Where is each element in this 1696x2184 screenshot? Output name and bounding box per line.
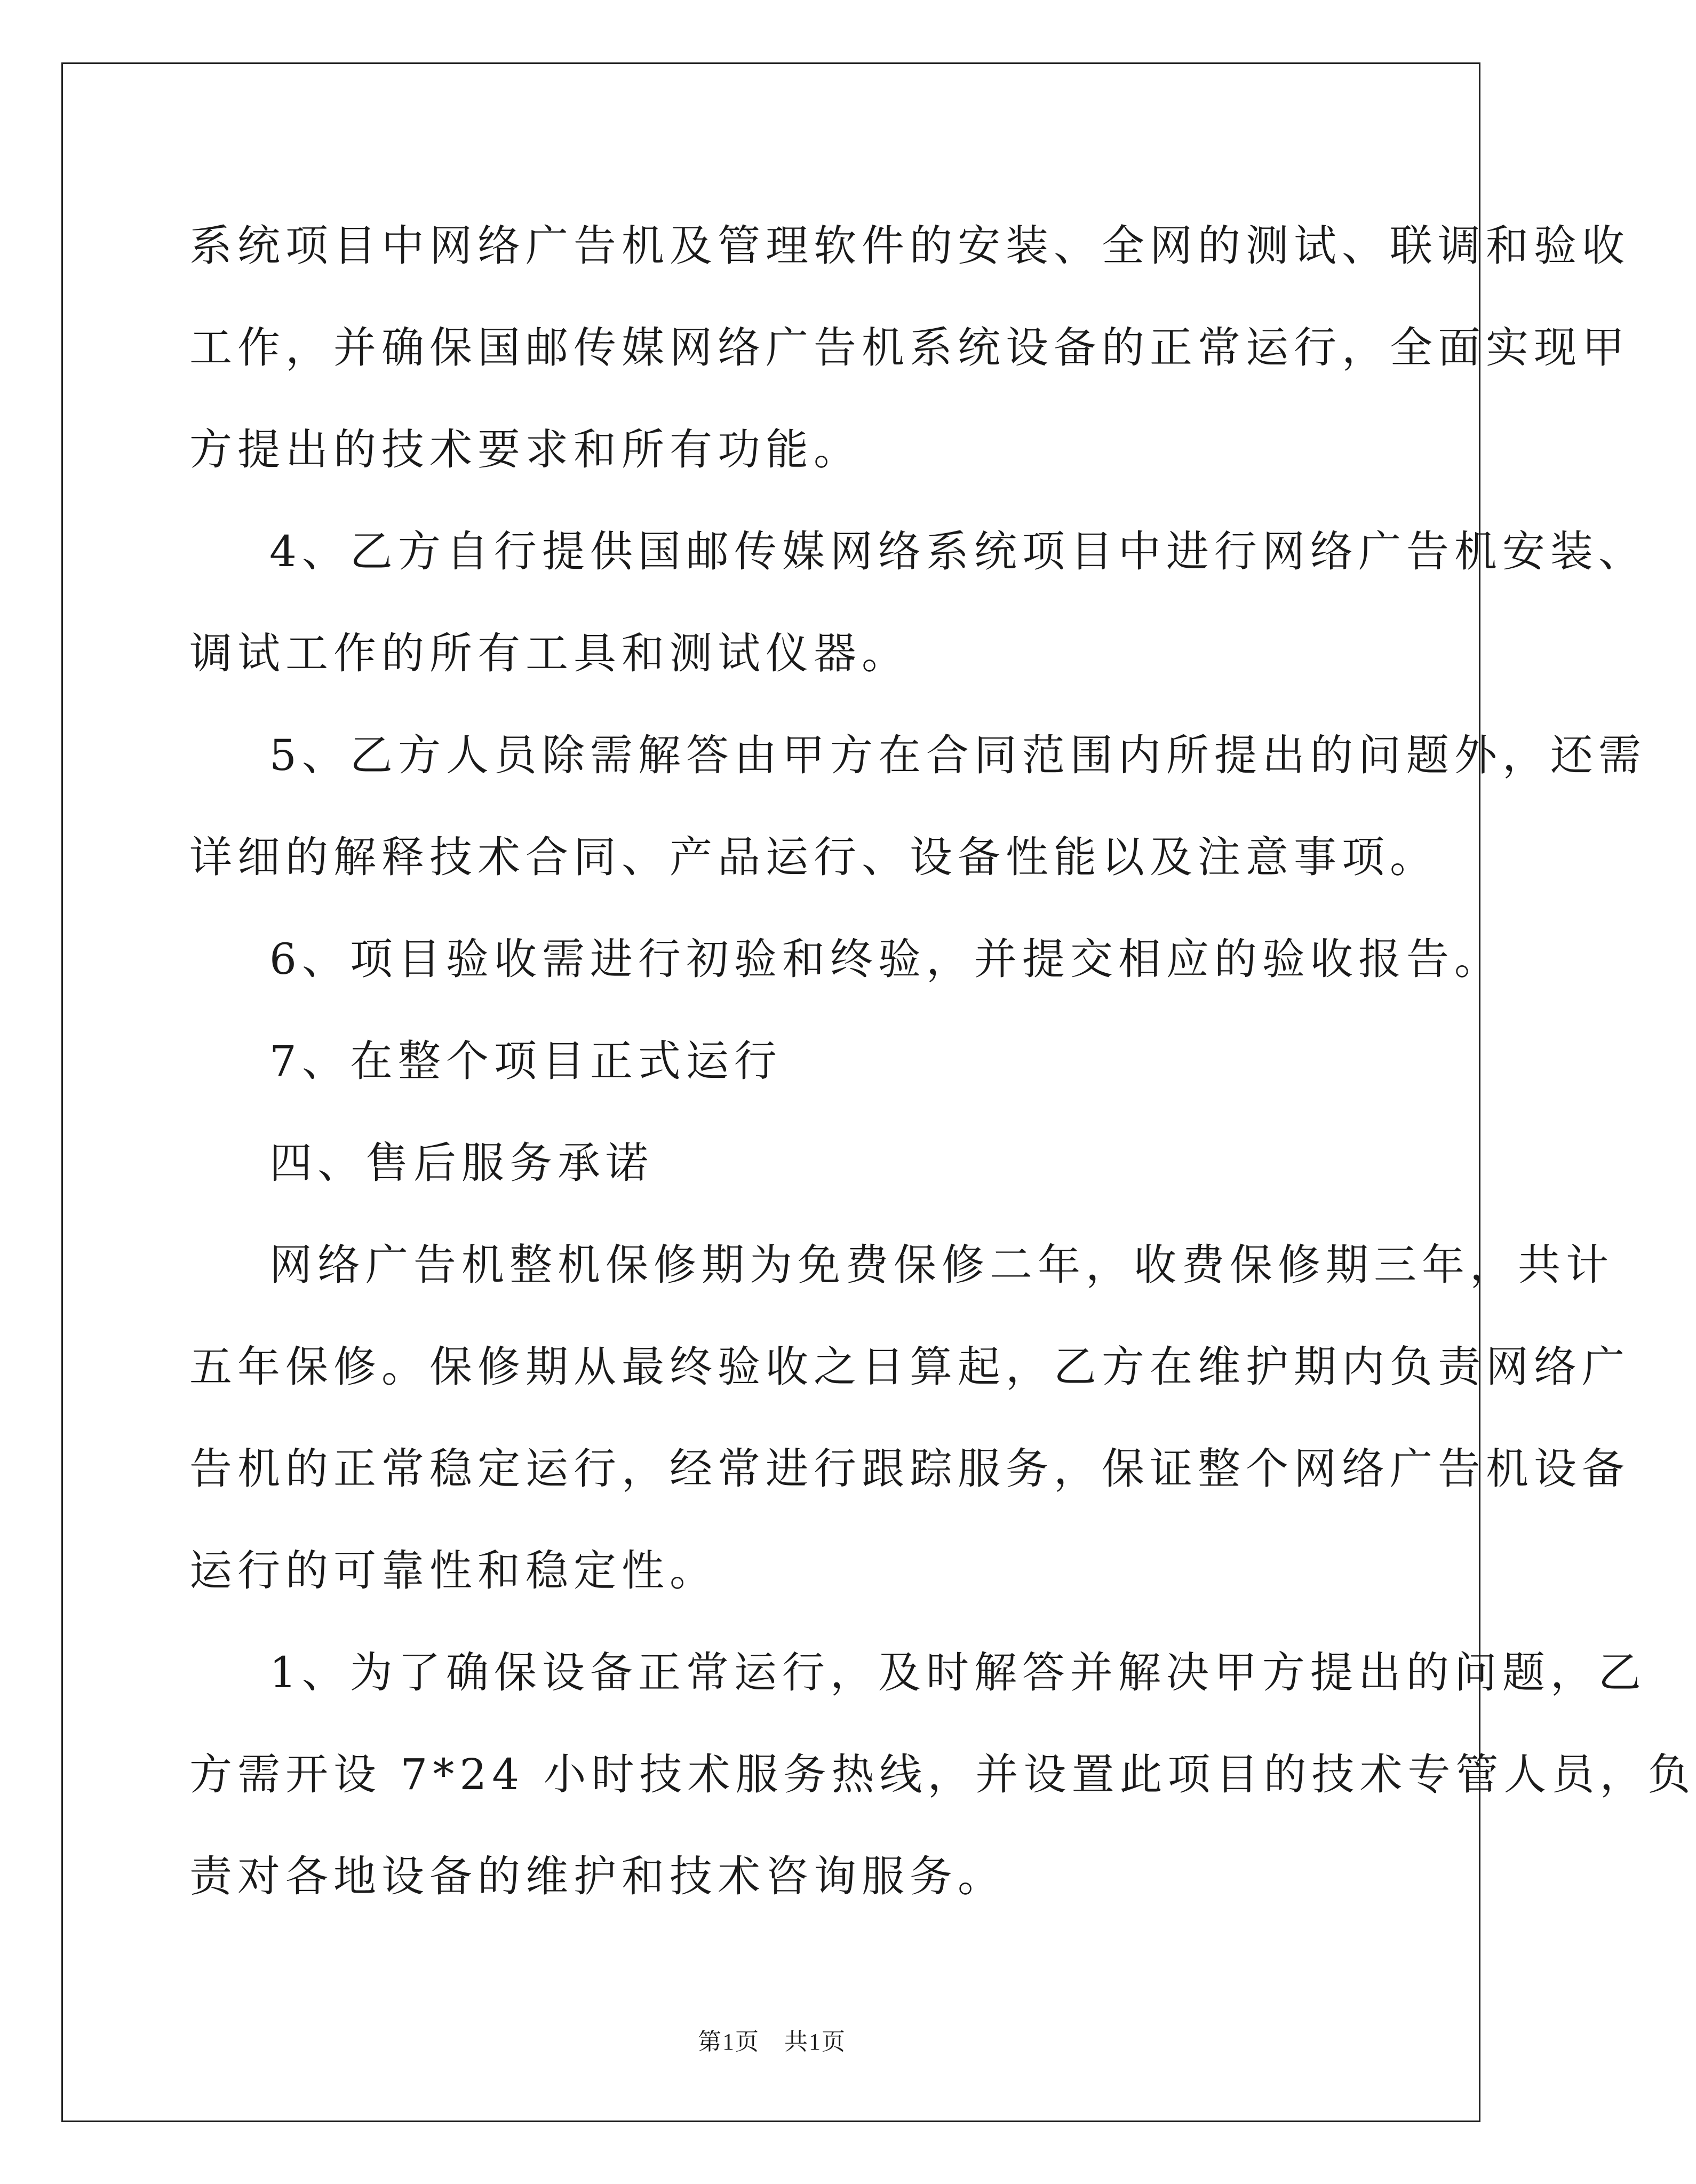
text-line: 5、乙方人员除需解答由甲方在合同范围内所提出的问题外，还需 [269, 730, 1646, 780]
text-line: 五年保修。保修期从最终验收之日算起，乙方在维护期内负责网络广 [189, 1342, 1630, 1392]
text-line: 6、项目验收需进行初验和终验，并提交相应的验收报告。 [269, 934, 1502, 984]
text-line: 工作，并确保国邮传媒网络广告机系统设备的正常运行，全面实现甲 [189, 323, 1630, 372]
text-line: 运行的可靠性和稳定性。 [189, 1546, 718, 1595]
text-line: 详细的解释技术合同、产品运行、设备性能以及注意事项。 [189, 832, 1438, 882]
text-line: 1、为了确保设备正常运行，及时解答并解决甲方提出的问题，乙 [269, 1648, 1646, 1697]
text-line: 系统项目中网络广告机及管理软件的安装、全网的测试、联调和验收 [189, 221, 1630, 271]
section-heading: 四、售后服务承诺 [269, 1138, 654, 1188]
text-line: 网络广告机整机保修期为免费保修二年，收费保修期三年，共计 [269, 1240, 1614, 1290]
text-line: 调试工作的所有工具和测试仪器。 [189, 629, 910, 678]
page-number-footer: 第1页 共1页 [698, 2029, 846, 2055]
text-line: 告机的正常稳定运行，经常进行跟踪服务，保证整个网络广告机设备 [189, 1444, 1630, 1494]
text-line: 4、乙方自行提供国邮传媒网络系统项目中进行网络广告机安装、 [269, 527, 1646, 576]
text-line: 方提出的技术要求和所有功能。 [189, 425, 862, 474]
text-line: 7、在整个项目正式运行 [269, 1036, 782, 1086]
text-line: 方需开设 7*24 小时技术服务热线，并设置此项目的技术专管人员，负 [189, 1750, 1696, 1799]
document-body [189, 195, 1696, 1927]
text-line: 责对各地设备的维护和技术咨询服务。 [189, 1852, 1006, 1901]
